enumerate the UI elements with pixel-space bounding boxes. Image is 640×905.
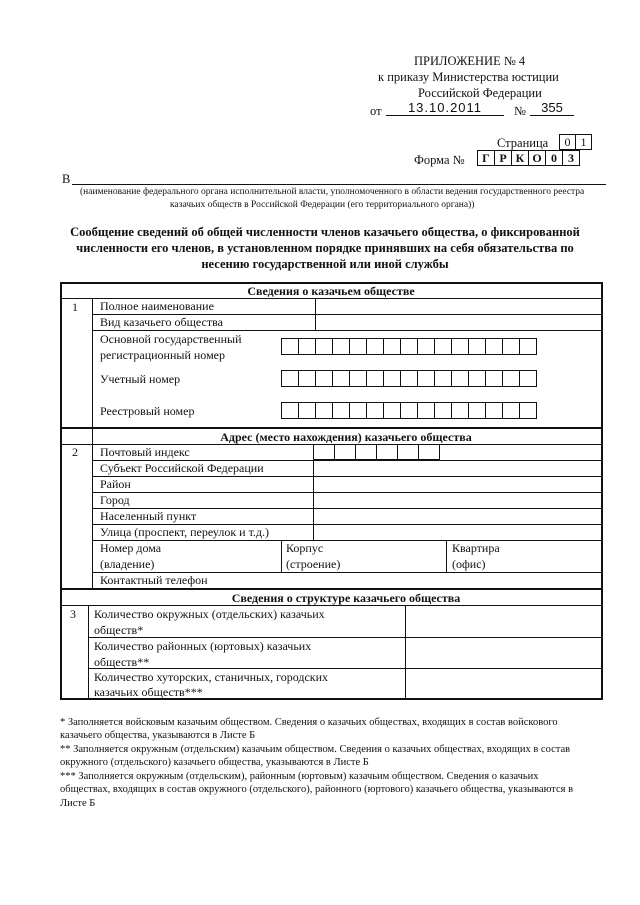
regional-count-label-line1: Количество районных (юртовых) казачьих: [94, 639, 312, 653]
title-line2: численности его членов, в установленном порядке принявших на себя обязательства по: [76, 241, 574, 255]
form-code-cells: [477, 150, 579, 166]
building-label-line1: Корпус: [286, 541, 324, 555]
farm-count-label-line2: казачьих обществ***: [94, 685, 203, 699]
footnote-2-line1: ** Заполняется окружным (отдельским) казачьим обществом. Сведения о казачьих обществах, входящих в состав: [60, 744, 571, 755]
ogrn-label-line1: Основной государственный: [100, 332, 242, 346]
ogrn-label-line2: регистрационный номер: [100, 348, 225, 362]
addressee-hint-line2: казачьих обществ в Российской Федерации (его территориального органа)): [170, 200, 475, 210]
phone-label: Контактный телефон: [100, 573, 208, 587]
full-name-field[interactable]: [316, 299, 600, 313]
district-count-label-line1: Количество окружных (отдельских) казачьих: [94, 607, 325, 621]
section1-number: 1: [72, 300, 78, 314]
page-label: Страница: [497, 136, 549, 150]
house-label-line1: Номер дома: [100, 541, 162, 555]
page-digit: 0: [559, 134, 576, 150]
apartment-label-line2: (офис): [452, 557, 486, 571]
regional-count-label-line2: обществ**: [94, 655, 150, 669]
section3-number: 3: [70, 607, 76, 621]
addressee-input-line[interactable]: [72, 184, 606, 185]
date-from-label: от: [370, 104, 382, 118]
district-count-label-line2: обществ*: [94, 623, 144, 637]
title-line3: несению государственной или иной службы: [201, 257, 449, 271]
postal-code-label: Почтовый индекс: [100, 445, 190, 459]
registry-number-cells[interactable]: [281, 402, 536, 419]
order-number: 355: [530, 101, 574, 116]
footnote-3-line2: обществах, входящих в состав окружного (отдельского), районного (юртового) казачьего общества, указываются в: [60, 784, 574, 795]
section3-title: Сведения о структуре казачьего общества: [231, 591, 461, 605]
subject-field[interactable]: [314, 461, 600, 475]
building-label-line2: (строение): [286, 557, 341, 571]
society-type-field[interactable]: [316, 315, 600, 329]
locality-label: Населенный пункт: [100, 509, 197, 523]
account-number-label: Учетный номер: [100, 372, 181, 386]
footnote-1-line1: * Заполняется войсковым казачьим обществом. Сведения о казачьих обществах, входящих в состав войскового: [60, 717, 558, 728]
locality-field[interactable]: [314, 509, 600, 523]
phone-field[interactable]: [240, 573, 600, 587]
ogrn-cells[interactable]: [281, 338, 536, 355]
postal-code-cells[interactable]: [313, 444, 439, 460]
district-count-field[interactable]: [407, 607, 600, 635]
regional-count-field[interactable]: [407, 639, 600, 667]
form-code-char: 0: [545, 150, 563, 166]
form-code-char: О: [528, 150, 546, 166]
section2-title: Адрес (место нахождения) казачьего общества: [220, 430, 472, 444]
district-field[interactable]: [314, 477, 600, 491]
order-reference: к приказу Министерства юстиции: [378, 70, 559, 84]
footnote-3-line3: Листе Б: [60, 798, 96, 809]
farm-count-field[interactable]: [407, 670, 600, 697]
form-code-char: Р: [494, 150, 512, 166]
farm-count-label-line1: Количество хуторских, станичных, городских: [94, 670, 329, 684]
district-label: Район: [100, 477, 131, 491]
order-date: 13.10.2011: [386, 101, 504, 116]
street-field[interactable]: [314, 525, 600, 539]
footnote-3-line1: *** Заполняется окружным (отдельским), районным (юртовым) казачьим обществом. Сведения о казачьих: [60, 771, 539, 782]
section2-number: 2: [72, 445, 78, 459]
footnote-2-line2: окружного (отдельского) казачьего общества, указываются в Листе Б: [60, 757, 369, 768]
city-field[interactable]: [314, 493, 600, 507]
title-line1: Сообщение сведений об общей численности членов казачьего общества, о фиксированной: [70, 225, 580, 239]
document-title: [60, 224, 590, 272]
registry-number-label: Реестровый номер: [100, 404, 195, 418]
form-code-char: К: [511, 150, 529, 166]
form-code-char: 3: [562, 150, 580, 166]
section1-title: Сведения о казачьем обществе: [247, 284, 415, 298]
addressee-prefix: В: [62, 172, 71, 186]
full-name-label: Полное наименование: [100, 299, 214, 313]
account-number-cells[interactable]: [281, 370, 536, 387]
form-label: Форма №: [414, 153, 465, 167]
page-digit: 1: [575, 134, 592, 150]
addressee-hint-line1: (наименование федерального органа исполнительной власти, уполномоченного в области ведения государственного реестра: [80, 187, 585, 197]
page-number-cells: [559, 134, 591, 150]
society-type-label: Вид казачьего общества: [100, 315, 223, 329]
street-label: Улица (проспект, переулок и т.д.): [100, 525, 270, 539]
form-code-char: Г: [477, 150, 495, 166]
house-label-line2: (владение): [100, 557, 155, 571]
apartment-label-line1: Квартира: [452, 541, 500, 555]
order-number-label: №: [514, 104, 526, 118]
subject-label: Субъект Российской Федерации: [100, 461, 264, 475]
appendix-title: ПРИЛОЖЕНИЕ № 4: [414, 54, 526, 68]
city-label: Город: [100, 493, 130, 507]
federation-label: Российской Федерации: [418, 86, 542, 100]
footnote-1-line2: казачьего общества, указываются в Листе Б: [60, 730, 256, 741]
